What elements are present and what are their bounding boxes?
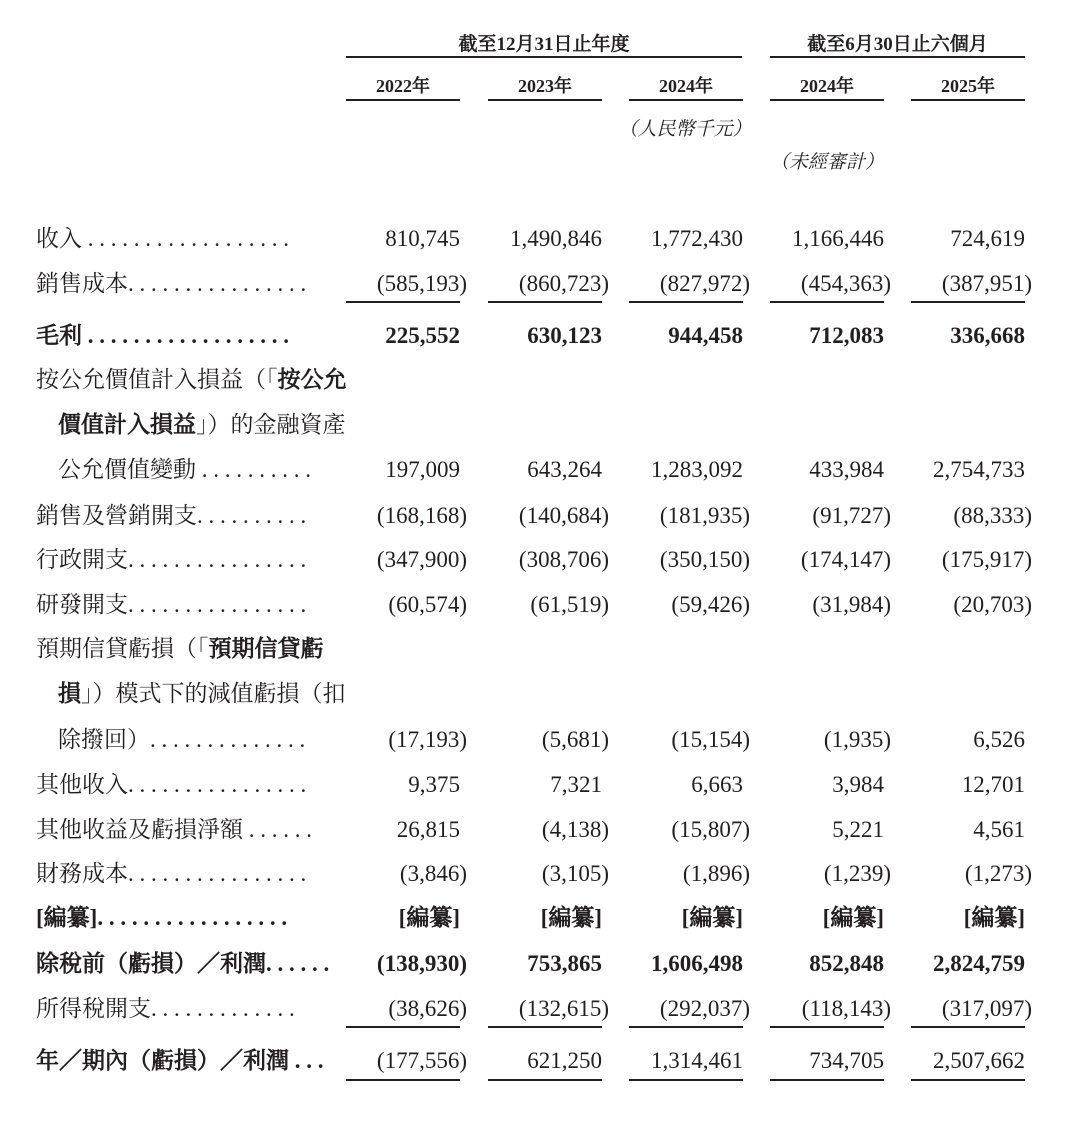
cell: (91,727) xyxy=(812,503,891,528)
total-rule xyxy=(770,1079,884,1081)
cell: (174,147) xyxy=(800,547,891,572)
row-label-fvtpl-line3: 公允價值變動 . . . . . . . . . . xyxy=(58,457,311,482)
subtotal-rule xyxy=(770,1026,884,1028)
cell: (177,556) xyxy=(376,1048,467,1073)
row-label-revenue: 收入 . . . . . . . . . . . . . . . . . . xyxy=(36,226,289,251)
year-header-2023: 2023年 xyxy=(518,76,572,96)
cell: (4,138) xyxy=(541,817,609,842)
cell: (1,273) xyxy=(964,861,1032,886)
subtotal-rule xyxy=(770,301,884,303)
cell: 712,083 xyxy=(809,323,884,348)
cell: (292,037) xyxy=(659,996,750,1021)
cell: 6,663 xyxy=(691,772,743,797)
cell: 2,507,662 xyxy=(933,1048,1025,1073)
cell: (61,519) xyxy=(530,592,609,617)
cell: 1,283,092 xyxy=(651,457,743,482)
cell: (1,896) xyxy=(682,861,750,886)
row-label-fvtpl-line1: 按公允價值計入損益（「按公允 xyxy=(36,367,347,392)
cell: (347,900) xyxy=(376,547,467,572)
cell: 12,701 xyxy=(961,772,1025,797)
row-label-pretax: 除稅前（虧損）／利潤. . . . . . xyxy=(36,951,330,976)
cell: (1,239) xyxy=(823,861,891,886)
total-rule xyxy=(911,1079,1025,1081)
cell: (308,706) xyxy=(518,547,609,572)
cell: [編纂] xyxy=(963,905,1025,930)
row-label-cost-of-sales: 銷售成本. . . . . . . . . . . . . . . . xyxy=(36,271,307,296)
cell: 810,745 xyxy=(385,226,460,251)
cell: (454,363) xyxy=(800,271,891,296)
unaudited-note: （未經審計） xyxy=(769,152,884,173)
total-rule xyxy=(629,1079,743,1081)
cell: 9,375 xyxy=(408,772,460,797)
cell: (168,168) xyxy=(376,503,467,528)
subtotal-rule xyxy=(488,1026,602,1028)
row-label-fvtpl-line2: 價值計入損益」）的金融資產 xyxy=(58,412,346,437)
row-label-gross-profit: 毛利 . . . . . . . . . . . . . . . . . . xyxy=(36,323,289,348)
year-rule xyxy=(629,99,743,101)
header-group-interim-rule xyxy=(770,56,1025,58)
cell: 1,606,498 xyxy=(651,951,743,976)
header-group-interim: 截至6月30日止六個月 xyxy=(807,34,988,55)
cell: 724,619 xyxy=(950,226,1025,251)
cell: (387,951) xyxy=(941,271,1032,296)
cell: (1,935) xyxy=(823,727,891,752)
subtotal-rule xyxy=(911,1026,1025,1028)
row-label-admin: 行政開支. . . . . . . . . . . . . . . . xyxy=(36,547,307,572)
cell: 433,984 xyxy=(809,457,884,482)
cell: 630,123 xyxy=(527,323,602,348)
cell: 2,824,759 xyxy=(933,951,1025,976)
cell: (317,097) xyxy=(941,996,1032,1021)
subtotal-rule xyxy=(346,1026,460,1028)
row-label-other-gains: 其他收益及虧損淨額 . . . . . . xyxy=(36,817,312,842)
cell: 1,772,430 xyxy=(651,226,743,251)
row-label-income-tax: 所得稅開支. . . . . . . . . . . . . xyxy=(36,996,295,1021)
cell: 852,848 xyxy=(809,951,884,976)
year-rule xyxy=(770,99,884,101)
subtotal-rule xyxy=(629,301,743,303)
cell: 734,705 xyxy=(809,1048,884,1073)
row-label-selling-marketing: 銷售及營銷開支. . . . . . . . . . xyxy=(36,503,307,528)
total-rule xyxy=(346,1079,460,1081)
cell: 6,526 xyxy=(973,727,1025,752)
cell: (350,150) xyxy=(659,547,750,572)
cell: 225,552 xyxy=(385,323,460,348)
cell: [編纂] xyxy=(540,905,602,930)
year-rule xyxy=(488,99,602,101)
cell: (827,972) xyxy=(659,271,750,296)
cell: (132,615) xyxy=(518,996,609,1021)
cell: 643,264 xyxy=(527,457,602,482)
year-rule xyxy=(911,99,1025,101)
subtotal-rule xyxy=(629,1026,743,1028)
row-label-redacted: [編纂]. . . . . . . . . . . . . . . . . xyxy=(36,905,288,930)
currency-note: （人民幣千元） xyxy=(618,119,752,140)
cell: (5,681) xyxy=(541,727,609,752)
cell: 1,166,446 xyxy=(792,226,884,251)
cell: (181,935) xyxy=(659,503,750,528)
cell: [編纂] xyxy=(822,905,884,930)
cell: (15,807) xyxy=(671,817,750,842)
row-label-net-profit: 年／期內（虧損）／利潤 . . . xyxy=(36,1048,324,1073)
cell: (860,723) xyxy=(518,271,609,296)
cell: 4,561 xyxy=(973,817,1025,842)
cell: 26,815 xyxy=(396,817,460,842)
subtotal-rule xyxy=(911,301,1025,303)
cell: (59,426) xyxy=(671,592,750,617)
cell: 2,754,733 xyxy=(933,457,1025,482)
cell: (138,930) xyxy=(376,951,467,976)
cell: 753,865 xyxy=(527,951,602,976)
cell: 7,321 xyxy=(550,772,602,797)
cell: 336,668 xyxy=(950,323,1025,348)
row-label-rnd: 研發開支. . . . . . . . . . . . . . . . xyxy=(36,592,307,617)
cell: (60,574) xyxy=(388,592,467,617)
row-label-ecl-line2: 損」）模式下的減值虧損（扣 xyxy=(58,681,346,706)
cell: (38,626) xyxy=(388,996,467,1021)
cell: (140,684) xyxy=(518,503,609,528)
cell: (15,154) xyxy=(671,727,750,752)
cell: (88,333) xyxy=(953,503,1032,528)
cell: 197,009 xyxy=(385,457,460,482)
cell: 1,490,846 xyxy=(510,226,602,251)
cell: 3,984 xyxy=(832,772,884,797)
cell: (3,105) xyxy=(541,861,609,886)
cell: (585,193) xyxy=(376,271,467,296)
row-label-ecl-line1: 預期信貸虧損（「預期信貸虧 xyxy=(36,636,324,661)
year-header-2025-h1: 2025年 xyxy=(941,76,995,96)
cell: 621,250 xyxy=(527,1048,602,1073)
year-rule xyxy=(346,99,460,101)
cell: 944,458 xyxy=(668,323,743,348)
cell: (3,846) xyxy=(399,861,467,886)
row-label-other-income: 其他收入. . . . . . . . . . . . . . . . xyxy=(36,772,307,797)
cell: (31,984) xyxy=(812,592,891,617)
header-group-annual: 截至12月31日止年度 xyxy=(458,34,630,55)
subtotal-rule xyxy=(346,301,460,303)
cell: [編纂] xyxy=(398,905,460,930)
subtotal-rule xyxy=(488,301,602,303)
cell: [編纂] xyxy=(681,905,743,930)
cell: 5,221 xyxy=(832,817,884,842)
cell: (17,193) xyxy=(388,727,467,752)
header-group-annual-rule xyxy=(346,56,742,58)
cell: (20,703) xyxy=(953,592,1032,617)
cell: (118,143) xyxy=(801,996,891,1021)
year-header-2024-h1: 2024年 xyxy=(800,76,854,96)
year-header-2022: 2022年 xyxy=(376,76,430,96)
row-label-ecl-line3: 除撥回）. . . . . . . . . . . . . . xyxy=(58,727,306,752)
year-header-2024: 2024年 xyxy=(659,76,713,96)
cell: (175,917) xyxy=(941,547,1032,572)
cell: 1,314,461 xyxy=(651,1048,743,1073)
row-label-finance-costs: 財務成本. . . . . . . . . . . . . . . . xyxy=(36,861,307,886)
total-rule xyxy=(488,1079,602,1081)
